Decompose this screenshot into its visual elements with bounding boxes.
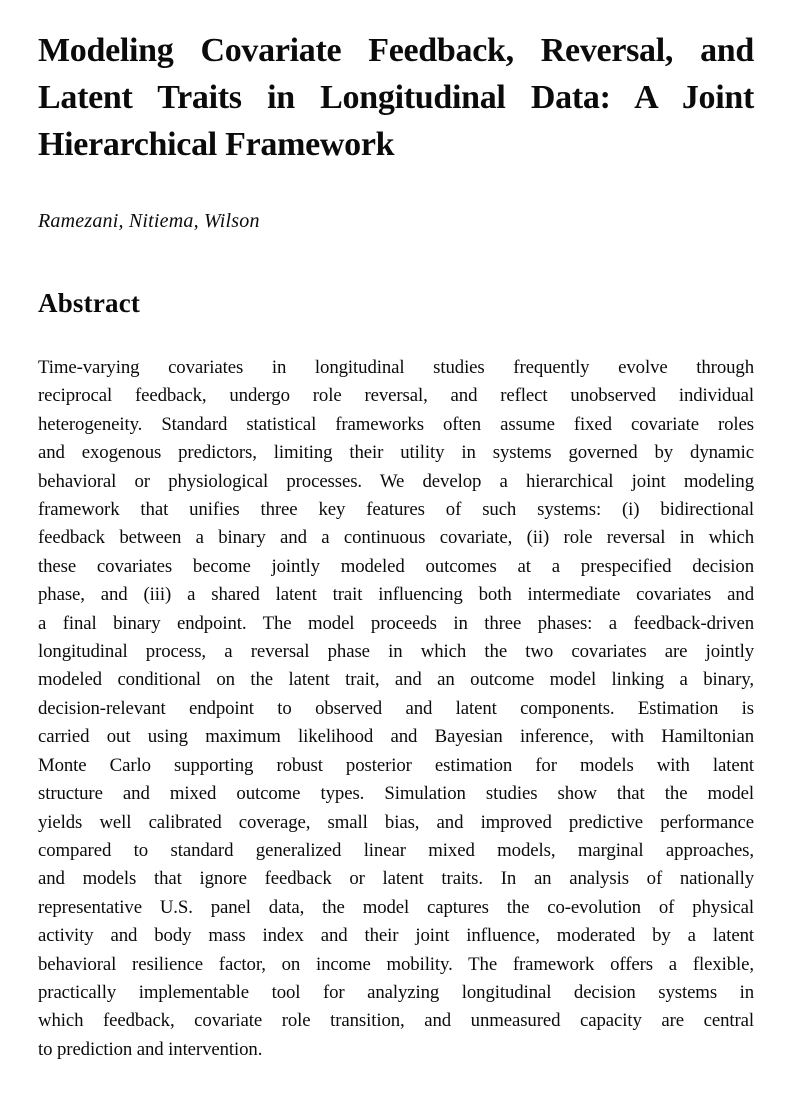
text-line: behavioral or physiological processes. We develop a hierarchical joint modeling	[38, 470, 754, 492]
text-line: and exogenous predictors, limiting their utility in systems governed by dynamic	[38, 442, 754, 464]
text-line: these covariates become jointly modeled outcomes at a prespecified decision	[38, 555, 754, 577]
abstract-heading: Abstract	[38, 288, 141, 318]
text-line: decision-relevant endpoint to observed and latent components. Estimation is	[38, 697, 754, 719]
text-line: modeled conditional on the latent trait, and an outcome model linking a binary,	[38, 669, 754, 691]
text-line: Hierarchical Framework	[38, 126, 395, 163]
paper-authors: Ramezani, Nitiema, Wilson	[38, 210, 260, 232]
text-line: longitudinal process, a reversal phase in which the two covariates are jointly	[38, 641, 754, 663]
text-line: to prediction and intervention.	[38, 1038, 263, 1060]
text-line: carried out using maximum likelihood and Bayesian inference, with Hamiltonian	[38, 726, 754, 748]
text-line: heterogeneity. Standard statistical frameworks often assume fixed covariate roles	[38, 413, 754, 435]
text-line: a final binary endpoint. The model proceeds in three phases: a feedback-driven	[38, 612, 754, 634]
text-line: representative U.S. panel data, the model captures the co-evolution of physical	[38, 896, 754, 918]
text-line: Modeling Covariate Feedback, Reversal, and	[38, 32, 754, 69]
text-line: and models that ignore feedback or latent traits. In an analysis of nationally	[38, 868, 754, 890]
text-line: Monte Carlo supporting robust posterior estimation for models with latent	[38, 754, 754, 776]
text-line: which feedback, covariate role transition, and unmeasured capacity are central	[38, 1010, 754, 1032]
text-line: yields well calibrated coverage, small bias, and improved predictive performance	[38, 811, 754, 833]
text-line: compared to standard generalized linear mixed models, marginal approaches,	[38, 839, 754, 861]
text-line: Latent Traits in Longitudinal Data: A Joint	[38, 79, 754, 116]
text-line: behavioral resilience factor, on income mobility. The framework offers a flexible,	[38, 953, 754, 975]
text-line: framework that unifies three key features of such systems: (i) bidirectional	[38, 499, 754, 521]
paper-title	[38, 27, 754, 168]
text-line: practically implementable tool for analyzing longitudinal decision systems in	[38, 981, 754, 1003]
text-line: feedback between a binary and a continuous covariate, (ii) role reversal in which	[38, 527, 754, 549]
text-line: activity and body mass index and their joint influence, moderated by a latent	[38, 925, 754, 947]
text-line: phase, and (iii) a shared latent trait influencing both intermediate covariates and	[38, 584, 754, 606]
text-line: reciprocal feedback, undergo role reversal, and reflect unobserved individual	[38, 385, 754, 407]
text-line: Time-varying covariates in longitudinal studies frequently evolve through	[38, 357, 754, 378]
text-line: structure and mixed outcome types. Simulation studies show that the model	[38, 783, 754, 805]
abstract-body	[38, 354, 754, 1064]
